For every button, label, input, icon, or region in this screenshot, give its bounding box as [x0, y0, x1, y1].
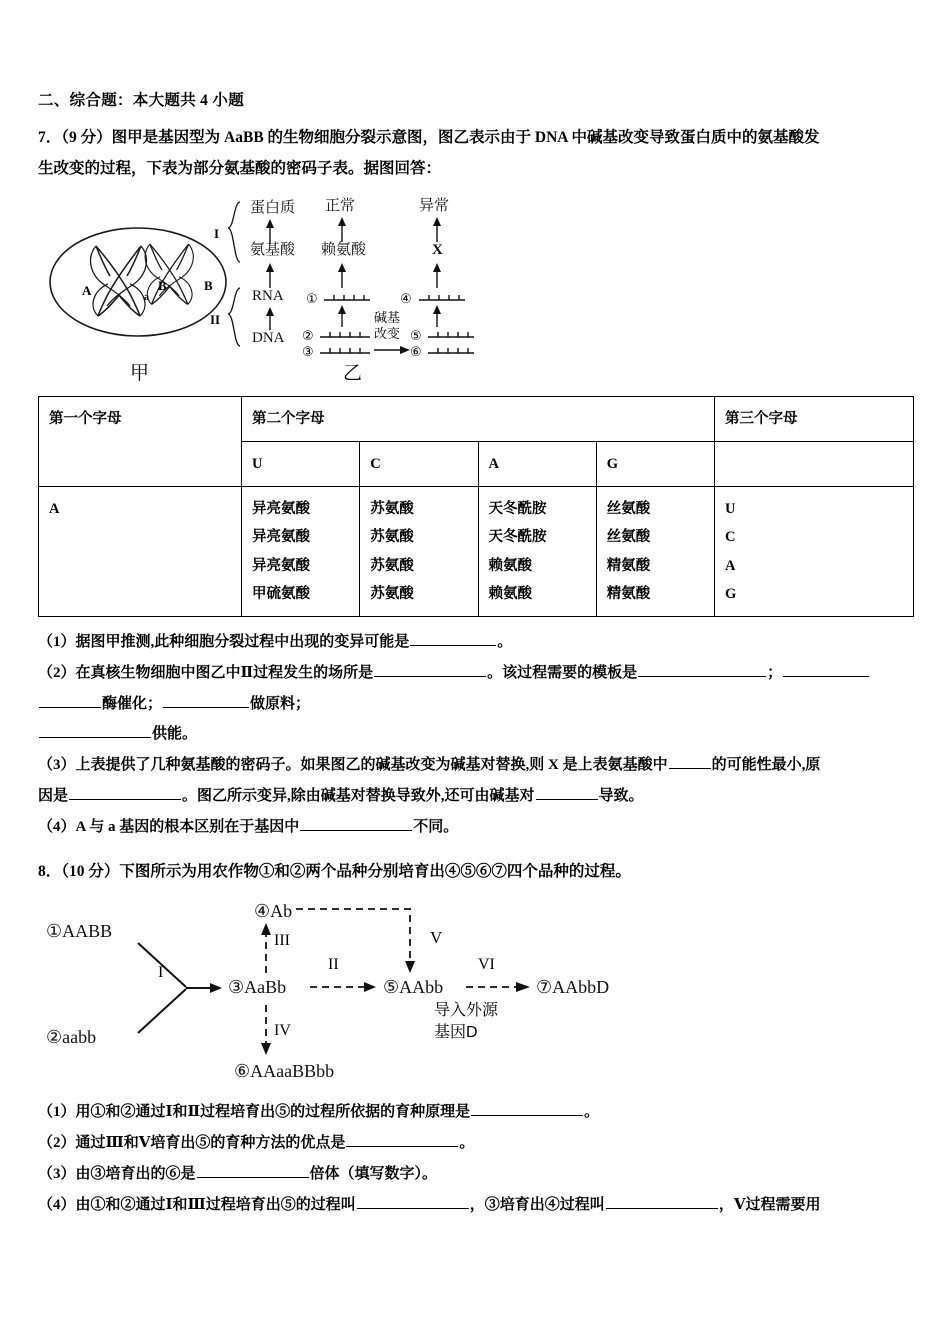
q8-sub1-text-b: 。	[584, 1104, 600, 1121]
chromosome-label-A: A	[82, 282, 92, 298]
q7-sub-2-cont2	[38, 719, 914, 750]
q7-sub3-text-e: 导致。	[598, 787, 644, 804]
q7-score: （9 分）	[61, 128, 112, 146]
cell-second-C	[360, 487, 478, 617]
q8-sub4-text-c: ，Ⅴ过程需要用	[718, 1196, 821, 1213]
amino-acid: 苏氨酸	[370, 557, 414, 574]
q8-figure	[38, 895, 914, 1087]
q7-sub2-text-c: ；	[767, 664, 783, 681]
q8-figure-svg	[38, 895, 914, 1087]
amino-acid: 丝氨酸	[606, 529, 651, 546]
strand-label-6: ⑥	[410, 343, 422, 358]
cell-third-letters	[715, 487, 914, 617]
process-I-arrow	[138, 943, 222, 1033]
chromosome-label-B2: B	[204, 277, 213, 293]
q7-stem-text1: 图甲是基因型为 AaBB 的生物细胞分裂示意图，图乙表示由于 DNA 中碱基改变导致蛋白质中的氨基酸发	[111, 128, 820, 146]
yi-base-change	[374, 310, 410, 354]
q8-score: （10 分）	[61, 863, 120, 881]
q8-sub4-text-b: ，③培育出④过程叫	[469, 1196, 605, 1213]
q7-sub-2-cont	[38, 689, 914, 720]
third-letter: C	[725, 529, 736, 546]
dogma-arrows	[266, 219, 274, 330]
node-6-label: ⑥AAaaBBbb	[234, 1061, 335, 1082]
q8-sub-4	[38, 1190, 914, 1221]
second-letter-A: A	[478, 441, 596, 486]
third-letter: G	[725, 585, 737, 602]
node-5-label: ⑤AAbb	[383, 977, 444, 998]
amino-acid: 异亮氨酸	[252, 557, 310, 574]
process-VI-arrowhead	[516, 982, 530, 992]
q7-sub-3-cont	[38, 781, 914, 812]
q7-sub4-text-a: （4）A 与 a 基因的根本区别在于基因中	[38, 818, 300, 835]
header-third-letter-spacer	[715, 441, 914, 486]
process-label-I: I	[158, 964, 164, 982]
answer-blank[interactable]	[346, 1130, 458, 1147]
row-first-letter: A	[39, 487, 242, 617]
q8-sub2-text-b: 。	[459, 1135, 475, 1152]
process-label-VI: VI	[478, 956, 495, 974]
amino-acid: 丝氨酸	[606, 501, 651, 518]
amino-acid: 精氨酸	[606, 557, 651, 574]
process-V-arrowhead	[405, 961, 415, 973]
q7-sub3-text-d: 。图乙所示变异,除由碱基对替换导致外,还可由碱基对	[182, 787, 535, 804]
answer-blank[interactable]	[374, 660, 486, 677]
answer-blank[interactable]	[783, 660, 869, 677]
yi-normal-header: 正常	[325, 196, 356, 214]
chromosome-label-B1: B	[158, 277, 167, 293]
q7-sub2-text-f: 供能。	[152, 726, 198, 743]
q8-stem	[38, 856, 914, 887]
amino-acid: 苏氨酸	[370, 529, 414, 546]
amino-acid: 异亮氨酸	[252, 501, 310, 518]
amino-acid: 苏氨酸	[370, 501, 414, 518]
node-7-label: ⑦AAbbD	[536, 977, 610, 998]
q7-figure-captions	[38, 362, 914, 388]
dogma-protein: 蛋白质	[250, 198, 296, 216]
second-letter-U: U	[242, 441, 360, 486]
process-V-arrow	[296, 909, 410, 965]
yi-abnormal-header: 异常	[419, 196, 450, 214]
yi-arrows-abnormal	[433, 217, 441, 327]
node-3-label: ③AaBb	[228, 977, 287, 998]
third-letter: A	[725, 557, 736, 574]
second-letter-C: C	[360, 441, 478, 486]
yi-abnormal-product: X	[432, 241, 443, 258]
dogma-rna: RNA	[252, 287, 284, 304]
amino-acid: 天冬酰胺	[488, 501, 547, 518]
answer-blank[interactable]	[39, 691, 101, 708]
second-letter-G: G	[596, 441, 714, 486]
codon-table-header-row-1	[39, 396, 914, 441]
q7-sub3-text-b: 的可能性最小,原	[711, 757, 821, 774]
q7-sub2-text-e: 做原料；	[250, 695, 311, 712]
answer-blank[interactable]	[197, 1161, 309, 1178]
q8-number: 8．	[38, 863, 62, 881]
node-1-label: ①AABB	[46, 921, 113, 942]
q7-sub4-text-b: 不同。	[413, 818, 459, 835]
q8-sub-1	[38, 1097, 914, 1128]
bracket-label-II: II	[210, 311, 221, 327]
yi-arrows-normal	[338, 217, 346, 327]
q7-sub-3	[38, 750, 914, 781]
base-change-line1: 碱基	[374, 309, 401, 325]
third-letter: U	[725, 501, 736, 518]
q7-figure-svg	[38, 190, 914, 358]
cell-second-U	[242, 487, 360, 617]
q7-sub1-text-b: 。	[497, 634, 513, 651]
amino-acid: 异亮氨酸	[252, 529, 310, 546]
q8-sub4-text-a: （4）由①和②通过Ⅰ和Ⅲ过程培育出⑤的过程叫	[38, 1196, 356, 1213]
amino-acid: 精氨酸	[606, 585, 651, 602]
q7-sub3-text-c: 因是	[38, 787, 69, 804]
table-row	[39, 487, 914, 617]
amino-acid: 赖氨酸	[488, 585, 532, 602]
q7-sub-1	[38, 627, 914, 658]
amino-acid: 苏氨酸	[370, 585, 414, 602]
amino-acid: 赖氨酸	[488, 557, 532, 574]
header-first-letter: 第一个字母	[39, 396, 242, 487]
annotation-line-1: 导入外源	[434, 1002, 499, 1020]
cell-second-A	[478, 487, 596, 617]
process-II-arrowhead	[364, 982, 376, 992]
strand-label-3: ③	[302, 343, 314, 358]
q8-sub3-text-a: （3）由③培育出的⑥是	[38, 1165, 196, 1182]
caption-yi: 乙	[343, 362, 363, 384]
base-change-line2: 改变	[374, 325, 401, 341]
answer-blank[interactable]	[39, 722, 151, 739]
q7-number: 7．	[38, 128, 62, 146]
process-IV-arrowhead	[261, 1043, 271, 1055]
answer-blank[interactable]	[606, 1192, 718, 1209]
q7-sub2-text-b: 。该过程需要的模板是	[487, 664, 638, 681]
page-content	[38, 92, 914, 1220]
process-label-V: V	[430, 928, 443, 948]
header-second-letter: 第二个字母	[242, 396, 715, 441]
codon-table	[38, 396, 914, 618]
q7-sub3-text-a: （3）上表提供了几种氨基酸的密码子。如果图乙的碱基改变为碱基对替换,则 X 是上表氨基酸中	[38, 757, 668, 774]
answer-blank[interactable]	[669, 752, 711, 769]
node-4-label: ④Ab	[254, 901, 293, 922]
chromosome-label-a: a	[144, 291, 149, 303]
answer-blank[interactable]	[410, 629, 496, 646]
q8-sub1-text-a: （1）用①和②通过Ⅰ和Ⅱ过程培育出⑤的过程所依据的育种原理是	[38, 1104, 471, 1121]
strand-label-4: ④	[400, 290, 412, 306]
q7-stem-text2: 生改变的过程，下表为部分氨基酸的密码子表。据图回答：	[38, 159, 442, 177]
answer-blank[interactable]	[536, 783, 598, 800]
q7-stem-line2	[38, 153, 914, 184]
process-label-III: III	[274, 932, 290, 950]
strand-label-5: ⑤	[410, 327, 422, 343]
node-2-label: ②aabb	[46, 1027, 97, 1048]
strand-label-2: ②	[302, 327, 314, 343]
q8-sub3-text-b: 倍体（填写数字）。	[309, 1165, 438, 1182]
annotation-line-2: 基因D	[434, 1024, 478, 1042]
q7-sub1-text-a: （1）据图甲推测,此种细胞分裂过程中出现的变异可能是	[38, 634, 410, 651]
answer-blank[interactable]	[471, 1100, 583, 1117]
strand-label-1: ①	[306, 290, 318, 306]
answer-blank[interactable]	[357, 1192, 469, 1209]
q7-sub-4	[38, 812, 914, 843]
amino-acid: 甲硫氨酸	[252, 585, 310, 602]
q8-stem-text: 下图所示为用农作物①和②两个品种分别培育出④⑤⑥⑦四个品种的过程。	[119, 863, 631, 881]
process-III-arrowhead	[261, 923, 271, 935]
header-third-letter: 第三个字母	[715, 396, 914, 441]
dogma-dna: DNA	[252, 329, 285, 346]
dogma-brackets	[228, 202, 240, 346]
process-label-IV: IV	[274, 1022, 291, 1040]
caption-jia: 甲	[130, 362, 150, 384]
q8-sub2-text-a: （2）通过Ⅲ和Ⅴ培育出⑤的育种方法的优点是	[38, 1135, 346, 1152]
answer-blank[interactable]	[300, 814, 412, 831]
bracket-label-I: I	[214, 225, 220, 241]
answer-blank[interactable]	[163, 691, 249, 708]
q8-sub-3	[38, 1159, 914, 1190]
answer-blank[interactable]	[638, 660, 766, 677]
q7-sub2-text-a: （2）在真核生物细胞中图乙中Ⅱ过程发生的场所是	[38, 664, 374, 681]
answer-blank[interactable]	[69, 783, 181, 800]
yi-normal-product: 赖氨酸	[321, 240, 367, 258]
q7-figure	[38, 190, 914, 358]
dogma-amino-acid: 氨基酸	[250, 240, 296, 258]
q7-sub2-text-d: 酶催化；	[102, 695, 163, 712]
yi-left-strands	[302, 291, 370, 358]
amino-acid: 天冬酰胺	[488, 529, 547, 546]
section-heading: 二、综合题：本大题共 4 小题	[38, 92, 245, 109]
cell-second-G	[596, 487, 714, 617]
q7-stem-line1	[38, 122, 914, 153]
q7-sub-2	[38, 658, 914, 689]
process-label-II: II	[328, 956, 339, 974]
q8-sub-2	[38, 1128, 914, 1159]
cell-diagram	[50, 225, 226, 336]
